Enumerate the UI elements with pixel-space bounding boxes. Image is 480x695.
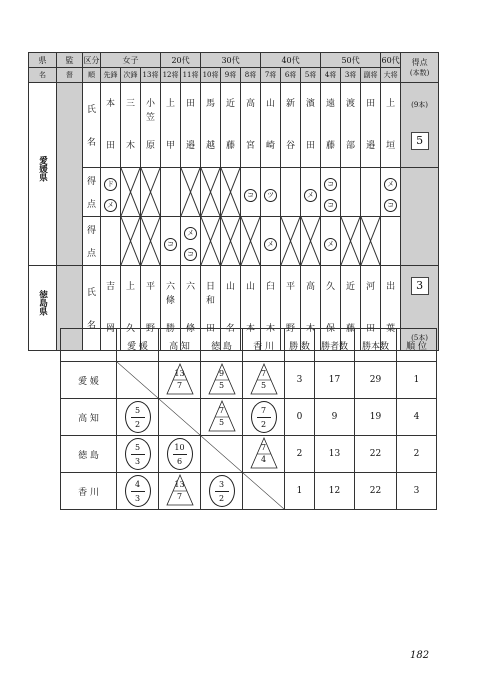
res-cell [201, 473, 243, 510]
score-cell [161, 168, 181, 217]
score-cell [321, 217, 341, 266]
player-name: 高 宮 [241, 83, 261, 168]
player-name: 新 谷 [281, 83, 301, 168]
res-cell [117, 436, 159, 473]
score-cell [101, 217, 121, 266]
score-cell [181, 217, 201, 266]
score-cell [341, 168, 361, 217]
res-cell [159, 399, 201, 436]
res-cell [117, 399, 159, 436]
res-wins: 3 [285, 362, 315, 399]
score-cell [101, 168, 121, 217]
res-rank: 4 [397, 399, 437, 436]
res-cell [117, 473, 159, 510]
player-name: 馬 越 [201, 83, 221, 168]
win-circle: $\frac{3}{2}$ [209, 475, 235, 507]
score-mark: メ [264, 238, 277, 251]
hdr-women: 女子 [101, 53, 161, 68]
res-row [61, 473, 437, 510]
player-name: 遠 藤 [321, 83, 341, 168]
label-score-t: 得 点 [83, 217, 101, 266]
res-cell [159, 436, 201, 473]
player-name: 山 本 [241, 266, 261, 351]
res-points: 29 [355, 362, 397, 399]
score-cell [161, 217, 181, 266]
res-cell [243, 473, 285, 510]
res-winners: 13 [315, 436, 355, 473]
player-name: 高 木 [301, 266, 321, 351]
player-name: 上 垣 [381, 83, 401, 168]
hdr-position: 10将 [201, 68, 221, 83]
hdr-coach: 監 [57, 53, 83, 68]
hdr-position: 副将 [361, 68, 381, 83]
score-cell [301, 168, 321, 217]
hdr-position: 大将 [381, 68, 401, 83]
player-name: 近 藤 [221, 83, 241, 168]
loss-triangle: 7 5 [207, 400, 237, 432]
score-mark: メ [324, 238, 337, 251]
score-mark: メ [384, 178, 397, 191]
score-cell [321, 168, 341, 217]
res-cell [159, 473, 201, 510]
player-name: 六 條 [181, 266, 201, 351]
res-row [61, 362, 437, 399]
res-team: 高 知 [61, 399, 117, 436]
score-mark: コ [324, 199, 337, 212]
res-wins: 1 [285, 473, 315, 510]
hdr-50s: 50代 [321, 53, 381, 68]
loss-triangle: 13 7 [165, 363, 195, 395]
res-cell [201, 362, 243, 399]
loss-triangle: 7 5 [249, 363, 279, 395]
res-header: 勝 数 [285, 329, 315, 362]
player-name: 渡 部 [341, 83, 361, 168]
score-cell [141, 217, 161, 266]
score-cell [361, 168, 381, 217]
pref-ehime: 愛媛県 [29, 83, 57, 266]
tokushima-score: 3 (5本) [401, 266, 439, 351]
res-wins: 2 [285, 436, 315, 473]
res-team: 香 川 [61, 473, 117, 510]
hdr-position: 5将 [301, 68, 321, 83]
loss-triangle: 7 4 [249, 437, 279, 469]
score-cell [141, 168, 161, 217]
pref-tokushima: 徳島県 [29, 266, 57, 351]
res-winners: 17 [315, 362, 355, 399]
win-circle: $\frac{5}{2}$ [125, 401, 151, 433]
score-cell [221, 168, 241, 217]
score-mark: ド [104, 178, 117, 191]
hdr-order: 順 [83, 68, 101, 83]
player-name: 田 邉 [181, 83, 201, 168]
hdr-position: 11将 [181, 68, 201, 83]
score-mark: コ [384, 199, 397, 212]
score-cell [301, 217, 321, 266]
hdr-position: 9将 [221, 68, 241, 83]
res-header: 勝本数 [355, 329, 397, 362]
score-mark: メ [104, 199, 117, 212]
res-rank: 2 [397, 436, 437, 473]
score-cell [221, 217, 241, 266]
res-wins: 0 [285, 399, 315, 436]
res-header: 徳 島 [201, 329, 243, 362]
res-cell [243, 436, 285, 473]
res-cell [243, 362, 285, 399]
score-cell [281, 168, 301, 217]
loss-triangle: 13 7 [165, 474, 195, 506]
player-name: 河 田 [361, 266, 381, 351]
hdr-position: 4将 [321, 68, 341, 83]
player-name: 三 木 [121, 83, 141, 168]
score-cell [381, 217, 401, 266]
res-points: 22 [355, 473, 397, 510]
player-name: 上 甲 [161, 83, 181, 168]
player-name: 吉 岡 [101, 266, 121, 351]
player-name: 日 和 田 [201, 266, 221, 351]
score-cell [281, 217, 301, 266]
page-number: 182 [410, 650, 430, 661]
win-circle: $\frac{5}{3}$ [125, 438, 151, 470]
label-score: 得 点 [83, 168, 101, 217]
hdr-position: 12将 [161, 68, 181, 83]
res-team: 徳 島 [61, 436, 117, 473]
score-cell [121, 217, 141, 266]
score-cell [261, 168, 281, 217]
player-name: 上 久 [121, 266, 141, 351]
hdr-position: 先鋒 [101, 68, 121, 83]
player-name: 田 邉 [361, 83, 381, 168]
player-name: 平 野 [281, 266, 301, 351]
player-name: 臼 木 [261, 266, 281, 351]
res-cell [117, 362, 159, 399]
hdr-name: 名 [29, 68, 57, 83]
hdr-position: 次鋒 [121, 68, 141, 83]
score-cell [341, 217, 361, 266]
res-cell [243, 399, 285, 436]
coach-cell-ehime [57, 83, 83, 266]
res-header: 勝者数 [315, 329, 355, 362]
player-name: 濱 田 [301, 83, 321, 168]
score-cell [241, 168, 261, 217]
player-name: 山 崎 [261, 83, 281, 168]
res-header: 愛 媛 [117, 329, 159, 362]
results-table [60, 328, 437, 510]
res-row [61, 399, 437, 436]
hdr-position: 8将 [241, 68, 261, 83]
res-corner [61, 329, 117, 362]
player-name: 小 笠 原 [141, 83, 161, 168]
score-mark: コ [244, 189, 257, 202]
hdr-40s: 40代 [261, 53, 321, 68]
res-header: 順 位 [397, 329, 437, 362]
loss-triangle: 9 5 [207, 363, 237, 395]
player-name: 平 野 [141, 266, 161, 351]
hdr-position: 7将 [261, 68, 281, 83]
score-cell [201, 168, 221, 217]
match-sheet [28, 52, 439, 351]
res-rank: 3 [397, 473, 437, 510]
score-mark: コ [184, 248, 197, 261]
player-name: 出 葉 [381, 266, 401, 351]
res-cell [201, 399, 243, 436]
hdr-position: 13将 [141, 68, 161, 83]
hdr-position: 3将 [341, 68, 361, 83]
player-name: 山 名 [221, 266, 241, 351]
win-circle: $\frac{10}{6}$ [167, 438, 193, 470]
score-cell [181, 168, 201, 217]
ehime-score: (9本) 5 [401, 83, 439, 168]
hdr-20s: 20代 [161, 53, 201, 68]
score-cell [361, 217, 381, 266]
res-cell [159, 362, 201, 399]
res-winners: 9 [315, 399, 355, 436]
score-cell [381, 168, 401, 217]
ehime-score-pad [401, 168, 439, 266]
score-cell [241, 217, 261, 266]
player-name: 本 田 [101, 83, 121, 168]
res-header: 香 川 [243, 329, 285, 362]
res-rank: 1 [397, 362, 437, 399]
res-header: 高 知 [159, 329, 201, 362]
score-cell [201, 217, 221, 266]
label-name: 氏 名 [83, 83, 101, 168]
score-mark: メ [184, 227, 197, 240]
player-name: 近 藤 [341, 266, 361, 351]
hdr-position: 6将 [281, 68, 301, 83]
player-name: 久 保 [321, 266, 341, 351]
score-mark: ツ [264, 189, 277, 202]
score-cell [261, 217, 281, 266]
res-points: 19 [355, 399, 397, 436]
hdr-pref: 県 [29, 53, 57, 68]
win-circle: $\frac{7}{2}$ [251, 401, 277, 433]
res-points: 22 [355, 436, 397, 473]
score-mark: コ [324, 178, 337, 191]
hdr-points: 得点 (本数) [401, 53, 439, 83]
label-name-t: 氏 名 [83, 266, 101, 351]
player-name: 六 條 勝 [161, 266, 181, 351]
hdr-coach2: 督 [57, 68, 83, 83]
res-team: 愛 媛 [61, 362, 117, 399]
hdr-30s: 30代 [201, 53, 261, 68]
hdr-60s: 60代 [381, 53, 401, 68]
hdr-category: 区分 [83, 53, 101, 68]
score-mark: メ [304, 189, 317, 202]
res-cell [201, 436, 243, 473]
score-mark: コ [164, 238, 177, 251]
res-winners: 12 [315, 473, 355, 510]
res-row [61, 436, 437, 473]
score-cell [121, 168, 141, 217]
win-circle: $\frac{4}{3}$ [125, 475, 151, 507]
